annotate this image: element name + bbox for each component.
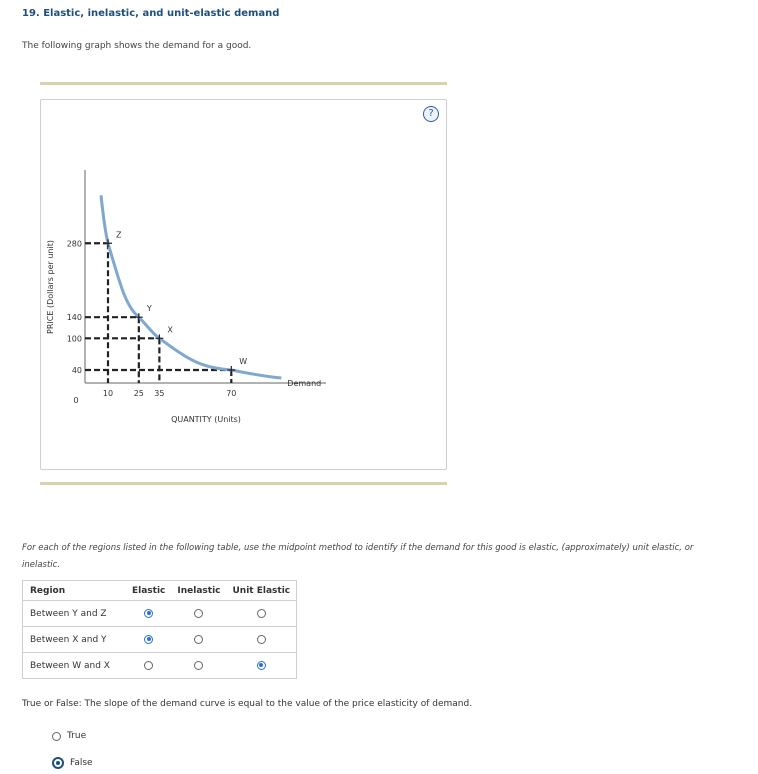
option-true-label: True bbox=[67, 731, 87, 741]
demand-label: Demand bbox=[287, 379, 322, 388]
x-axis-label: QUANTITY (Units) bbox=[171, 415, 241, 424]
radio-inelastic[interactable] bbox=[194, 635, 203, 644]
radio-inelastic[interactable] bbox=[194, 609, 203, 618]
y-tick-label: 100 bbox=[66, 334, 82, 344]
question-title: 19. Elastic, inelastic, and unit-elastic demand bbox=[22, 8, 280, 19]
point-label-z: Z bbox=[116, 230, 122, 240]
y-axis-label: PRICE (Dollars per unit) bbox=[46, 240, 55, 334]
origin-label: 0 bbox=[73, 396, 79, 405]
x-tick-label: 70 bbox=[226, 389, 237, 398]
radio-unit-elastic[interactable] bbox=[257, 609, 266, 618]
table-row bbox=[23, 653, 297, 679]
point-marker[interactable] bbox=[104, 239, 112, 247]
region-label: Between W and X bbox=[23, 653, 127, 679]
point-marker[interactable] bbox=[227, 366, 235, 374]
x-tick-label: 25 bbox=[133, 389, 144, 398]
header-inelastic: Inelastic bbox=[177, 585, 221, 596]
x-tick-label: 10 bbox=[102, 389, 114, 398]
point-label-y: Y bbox=[146, 304, 152, 314]
demand-graph bbox=[41, 100, 446, 469]
radio-elastic[interactable] bbox=[144, 661, 153, 670]
header-unit-elastic: Unit Elastic bbox=[232, 585, 291, 596]
region-label: Between X and Y bbox=[23, 627, 127, 653]
graph-divider-bottom bbox=[40, 482, 447, 485]
table-row bbox=[23, 601, 297, 627]
cell-inelastic bbox=[171, 601, 226, 627]
radio-unit-elastic[interactable] bbox=[257, 661, 266, 670]
radio-false[interactable] bbox=[52, 757, 64, 769]
cell-inelastic bbox=[171, 627, 226, 653]
demand-curve bbox=[101, 195, 281, 378]
cell-unit-elastic bbox=[227, 601, 297, 627]
point-label-x: X bbox=[167, 325, 173, 335]
option-false[interactable] bbox=[52, 757, 93, 769]
graph-divider-top bbox=[40, 82, 447, 85]
radio-elastic[interactable] bbox=[144, 635, 153, 644]
question-intro: The following graph shows the demand for a good. bbox=[22, 41, 252, 51]
y-tick-label: 280 bbox=[66, 239, 82, 249]
y-tick-label: 140 bbox=[66, 313, 82, 323]
cell-elastic bbox=[126, 627, 171, 653]
y-tick-label: 40 bbox=[71, 366, 82, 375]
cell-elastic bbox=[126, 653, 171, 679]
radio-unit-elastic[interactable] bbox=[257, 635, 266, 644]
option-false-label: False bbox=[70, 758, 93, 768]
header-elastic: Elastic bbox=[132, 585, 166, 596]
cell-inelastic bbox=[171, 653, 226, 679]
elasticity-table bbox=[22, 580, 297, 679]
cell-elastic bbox=[126, 601, 171, 627]
radio-inelastic[interactable] bbox=[194, 661, 203, 670]
header-region: Region bbox=[30, 585, 66, 596]
table-row bbox=[23, 627, 297, 653]
table-header-row bbox=[23, 581, 297, 601]
cell-unit-elastic bbox=[227, 653, 297, 679]
point-label-w: W bbox=[239, 357, 248, 366]
cell-unit-elastic bbox=[227, 627, 297, 653]
radio-elastic[interactable] bbox=[144, 609, 153, 618]
option-true[interactable] bbox=[52, 731, 86, 741]
radio-true[interactable] bbox=[52, 732, 61, 741]
graph-panel bbox=[40, 99, 447, 470]
help-icon[interactable]: ? bbox=[423, 106, 439, 122]
instructions-text: For each of the regions listed in the following table, use the midpoint method to identify if the demand for this good is elastic, (approximately) unit elastic, or inelastic. bbox=[22, 543, 694, 570]
true-false-question: True or False: The slope of the demand curve is equal to the value of the price elasticity of demand. bbox=[22, 699, 473, 709]
x-tick-label: 35 bbox=[154, 389, 165, 398]
region-label: Between Y and Z bbox=[23, 601, 127, 627]
